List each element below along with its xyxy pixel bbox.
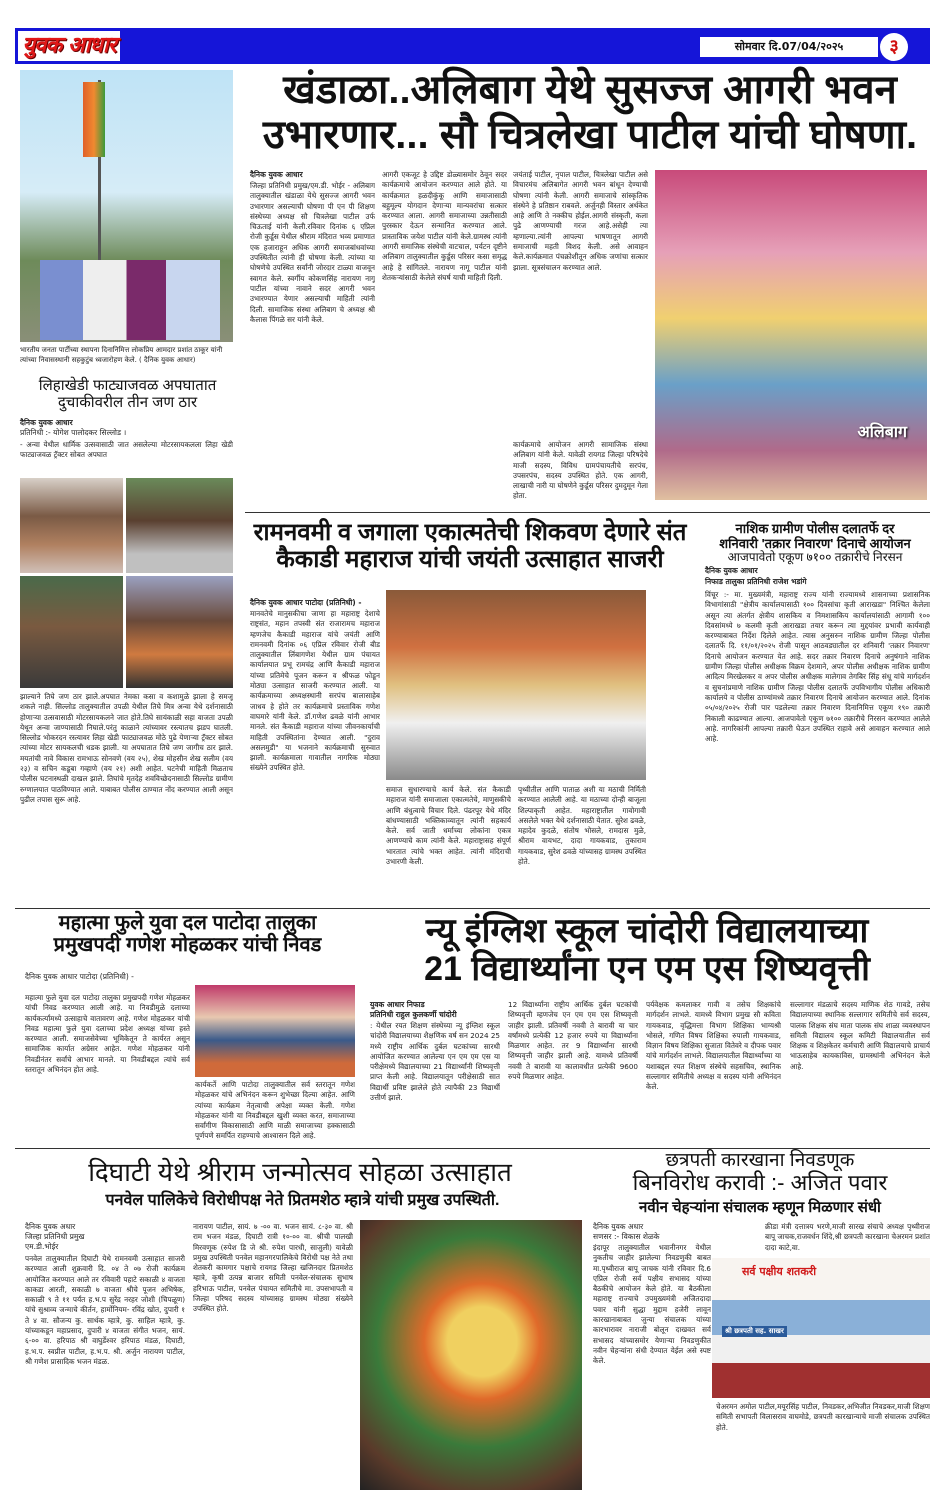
headline-line: छत्रपती कारखाना निवडणूक — [665, 1150, 855, 1171]
agri-event-photo — [655, 170, 927, 500]
article-body: महात्मा फुले युवा दल पाटोदा तालुका प्रमुखपदी गणेश मोहळकर यांची निवड करण्यात आली आहे. या निवडीमुळे दलाच्या कार्यकर्त्यांमध्ये उत्साहाचे वातावरण आहे. गणेश मोहळकर यांची निवड महात्मा फुले युवा दलाच्या प्रदेश अध्यक्ष यांच्या हस्ते करण्यात आली. समाजसेवेच्या भूमिकेतून ते कार्यरत असून सामाजिक कार्यात अग्रेसर आहेत. गणेश मोहळकर यांनी निवडीनंतर सर्वांचे आभार मानले. या निवडीबद्दल त्यांचे सर्व स्तरातून अभिनंदन होत आहे. — [25, 993, 190, 1075]
headline-line: महात्मा फुले युवा दल पाटोदा तालुका — [58, 912, 317, 934]
byline: दैनिक युवक आधार — [250, 170, 303, 179]
article-column: पनवेल तालुक्यातील दिघाटी येथे रामनवमी उत्साहात साजरी करण्यात आली शुक्रवारी दि. ०४ ते ०७ रोजी कार्यक्रम आयोजित करण्यात आले तर रविवारी पहाटे सकाळी ४ वाजता काकडा आरती, सकाळी ७ वाजता श्रीचे पूजन अभिषेक, सकाळी ९ ते ११ पर्यंत ह.भ.प सुरेंद्र नरहर जोशी (चिपळूण) यांचे सुश्राव्य जन्माचे कीर्तन, हार्मोनियम- रविंद्र खोत, दुपारी १ ते ४ वा. सौजन्य कु. सार्थक म्हात्रे, कु. साहिल म्हात्रे, कु. यांच्याकडून महाप्रसाद, दुपारी ४ वाजता संगीत भजन, सायं. ६-०० वा. हरिपाठ श्री वाघुर्डेश्वर हरिपाठ मंडळ, दिघाटी, ह.भ.प. स्वप्नील पाटील, ह.भ.प. श्री. अर्जुन नारायण पाटील, श्री गणेश प्रासादिक भजन मंडळ. — [25, 1254, 185, 1366]
shriram-idol-photo — [360, 1220, 582, 1490]
flag-hoisting-photo — [20, 70, 233, 342]
byline: एम.डी.भोईर — [25, 1242, 59, 1251]
headline-line: दुचाकीवरील तीन जण ठार — [57, 393, 198, 411]
headline-line: खंडाळा..अलिबाग येथे सुसज्ज आगरी भवन — [283, 68, 897, 112]
headline-line: कैकाडी महाराज यांची जयंती उत्साहात साजरी — [276, 545, 664, 573]
article-column: पर्यवेक्षक कमलाकर गावी व तसेच शिक्षकांचे मार्गदर्शन लाभले. यामध्ये विभाग प्रमुख सौ कविता गायकवाड, वृद्धिमत्ता विभाग शिक्षिका भाग्यश्री भोसले, गणित विषय शिक्षिका रुपाली गायकवाड, विज्ञान विषय शिक्षिका सुजाता वितेवरे व दीपक पवार यांचे मार्गदर्शन लाभले. विद्यालयातील विद्यार्थ्यांच्या या यशाबद्दल रयत शिक्षण संस्थेचे सहसचिव, स्थानिक सल्लागार समितीचे अध्यक्ष व सदस्य यांनी अभिनंदन केले. — [646, 1000, 781, 1092]
subheadline: आजपावेतो एकूण ७१०० तक्रारीचे निरसन — [727, 550, 903, 565]
byline: दैनिक युवक आधार — [20, 418, 73, 427]
nashik-headline — [700, 522, 930, 565]
felicitation-photo — [195, 985, 355, 1077]
byline: प्रतिनिधी राहुल कुलकर्णी चांदोरी — [370, 1010, 457, 1019]
dighati-headline: दिघाटी येथे श्रीराम जन्मोत्सव सोहळा उत्साहात — [88, 1157, 512, 1187]
byline: जिल्हा प्रतिनिधी प्रमुख — [25, 1232, 85, 1241]
school-headline — [362, 912, 932, 988]
headline-line: नाशिक ग्रामीण पोलीस दलातर्फे दर — [735, 521, 895, 536]
article-body: झाल्याने तिघे जण ठार झाले.अपघात नेमका कसा व कशामुळे झाला हे समजू शकले नाही. सिल्लोड तालुक्यातील उपळी येथील तिघे मित्र अन्वा येथे दर्शनासाठी होणाऱ्या उत्सवासाठी मोटरसायकलने जात होते.तिघे सायंकाळी सहा वाजता उपळी येथून अन्वा जाण्यासाठी निघाले.परंतु काळाने त्यांच्यावर रस्त्यातच झडप घातली. सिल्लोड भोकरदन रस्त्यावर लिहा खेडी फाट्याजवळ मोठे पुढे येणाऱ्या ट्रॅक्टर सोबत त्यांच्या मोटर सायकलची धडक झाली. या अपघातात तिघे जण जागीच ठार झाले. मयतांची नावे विकास रामभाऊ सोनवणे (वय २५), शेख मोहसीन शेख सलीम (वय २३) व सचिन कडूबा गव्हाणे (वय २१) अशी आहेत. घटनेची माहिती मिळताच पोलीस घटनास्थळी दाखल झाले. तिघांचे मृतदेह शवविच्छेदनासाठी सिल्लोड ग्रामीण रुग्णालयात पाठविण्यात आले. याबाबत पोलीस ठाण्यात नोंद करण्यात आली असून पुढील तपास सुरू आहे. — [20, 692, 233, 804]
headline-line: न्यू इंग्लिश स्कूल चांदोरी विद्यालयाच्या — [425, 912, 869, 950]
headline-line: 21 विद्यार्थ्यांना एन एम एस शिष्यवृत्ती — [424, 950, 870, 989]
chhatrapati-headline — [590, 1150, 930, 1196]
photo-overlay-text: अलिबाग — [857, 422, 907, 441]
byline: प्रतिनिधी :- योगेश पालोदकर सिल्लोड । — [20, 428, 127, 437]
byline: दैनिक युवक अधार — [593, 1222, 644, 1231]
banner-subtext: श्री छत्रपती सह. साखर — [722, 1326, 787, 1337]
headline-line: उभारणार... सौ चित्रलेखा पाटील यांची घोषणा. — [262, 112, 918, 157]
flag — [83, 82, 105, 157]
byline: दैनिक युवक आधार — [705, 566, 758, 575]
byline: सणसर :- विकास शेळके — [593, 1232, 660, 1241]
phule-headline — [20, 912, 355, 957]
people-group — [40, 260, 220, 340]
article-column: जिल्हा प्रतिनिधी प्रमुख/एम.डी. भोईर - अलिबाग तालुक्यातील खंडाळा येथे सुसज्ज आगरी भवन उभारणार असल्याची घोषणा पी एन पी शिक्षण संस्थेच्या अध्यक्ष सौ चित्रलेखा पाटील उर्फ चिऊताई यांनी केली.रविवार दिनांक ६ एप्रिल रोजी कुर्डूस येथील श्रीराम मंदिरात भव्य प्रमाणात एक हजाराहून अधिक आगरी समाजबांधवांच्या उपस्थितीत त्यांनी ही घोषणा केली. त्यांच्या या घोषणेचे उपस्थित सर्वांनी जोरदार टाळ्या वाजवून स्वागत केले. स्वर्गीय कोकणसिंह नारायण नागू पाटील यांच्या नावाने सदर आगरी भवन उभारण्यात येणार असल्याची माहिती त्यांनी दिली. सामाजिक संस्था अलिबाग चे अध्यक्ष श्री कैलास पिंगळे सर यांनी केले. — [250, 181, 375, 324]
headline-line: रामनवमी व जगाला एकात्मतेची शिकवण देणारे संत — [253, 519, 687, 546]
main-headline — [245, 68, 935, 158]
byline: युवक आधार निफाड — [370, 1000, 425, 1009]
article-column: क्रीडा मंत्री दत्तात्रय भरणे,माजी सारख संचाचे अध्यक्ष पृथ्वीराज बापू जाचक,राजवर्धन शिंदे,श्री छत्रपती कारखाना चेअरमन प्रशांत दादा काटे,वा. — [765, 1222, 930, 1252]
divider — [245, 512, 930, 513]
headline-line: लिहाखेडी फाट्याजवळ अपघातात — [38, 377, 217, 394]
article-column: आगरी एकजूट हे उद्दिष्ट डोळ्यासमोर ठेवून सदर कार्यक्रमाचे आयोजन करण्यात आले होते. या कार्यक्रमात हळदीकुंकू आणि समाजासाठी बहुमूल्य योगदान देणाऱ्या मान्यवरांचा सत्कार करण्यात आला. आगरी समाजाच्या उन्नतीसाठी पुरस्कार देऊन सन्मानित करण्यात आले. प्रास्ताविक जयेश पाटील यांनी केले.ग्रामस्थ त्यांनी आगरी समाजिक संस्थेची वाटचाल, पर्यटन दृष्टीने अलिबाग तालुक्यातील कुर्डूस परिसर कसा समृद्ध आहे हे सांगितले. नारायण नागू पाटील यांनी शेतकऱ्यांसाठी केलेले संघर्ष याची माहिती दिली. — [382, 170, 507, 282]
article-column: कार्यक्रमाचे आयोजन आगरी सामाजिक संस्था अलिबाग यांनी केले. यावेळी रायगड जिल्हा परिषदेचे माजी सदस्य, विविध ग्रामपंचायतीचे सरपंच, उपसरपंच, सदस्य उपस्थित होते. एक आगरी, लाखाची नारी या घोषणेने कुर्डूस परिसर दुमदुमून गेला होता. — [513, 440, 648, 501]
page-number: ३ — [880, 33, 908, 61]
victim-photo — [126, 576, 233, 688]
article-column: : येथील रयत शिक्षण संस्थेच्या न्यू इंग्लिश स्कूल चांदोरी विद्यालयाच्या शैक्षणिक वर्ष सन 2024 25 मध्ये राष्ट्रीय आर्थिक दुर्बल घटकांच्या सारथी आयोजित करण्यात आलेल्या एन एम एम एस या परीक्षेमध्ये विद्यालयाच्या 21 विद्यार्थ्यांनी शिष्यवृत्ती प्राप्त केली आहे. विद्यालयातून परीक्षेसाठी सात विद्यार्थी प्रविष्ट झालेले होते त्यापैकी 23 विद्यार्थी उत्तीर्ण झाले. — [370, 1021, 500, 1103]
divider — [15, 908, 930, 909]
article-column: चेअरमन अमोल पाटील,मयूरसिंह पाटील, निवडकर,अभिजीत निवडकर,माजी शिक्षण समिती सभापती विलासराव वाघमोडे, छत्रपती कारखान्याचे माजी संचालक उपस्थित होते. — [716, 1402, 930, 1432]
article-column: मानवतेचे मानुसकीचा जाणा हा महाराष्ट्र देशाचे राष्ट्रसंत, महान तपस्वी संत राजारामच महाराज म्हणजेच कैकाडी महाराज यांचे जयंती आणि रामनवमी दिनांक ०६ एप्रिल रविवार रोजी बीड तालुक्यातील लिंबागणेश येथील ग्राम पंचायत कार्यालयात प्रभू रामचंद्र आणि कैकाडी महाराज यांच्या प्रतिमेचे पूजन करून व श्रीफळ फोडून मोठ्या उत्साहात साजरी करण्यात आली. या कार्यक्रमाच्या अध्यक्षस्थानी सरपंच बालासाहेब जाधव हे होते तर कार्यक्रमाचे प्रस्ताविक गणेश वाघमारे यांनी केले. डॉ.गणेश ढवळे यांनी आभार मानले. संत कैकाडी महाराज यांच्या जीवनकार्याची माहिती उपस्थितांना देण्यात आली. "दुराव असलमुडी" या भजनाने कार्यक्रमाची सुरुवात झाली. कार्यक्रमाला गावातील नागरिक मोठ्या संख्येने उपस्थित होते. — [250, 609, 380, 773]
jayanti-event-photo — [386, 590, 646, 780]
banner-text: सर्व पक्षीय शतकरी — [742, 1265, 817, 1278]
dighati-subhead: पनवेल पालिकेचे विरोधीपक्ष नेते प्रितमशेठ म्हात्रे यांची प्रमुख उपस्थिती. — [105, 1192, 500, 1209]
article-lead: - अन्वा येथील धार्मिक उत्सवासाठी जात असलेल्या मोटरसायकलला लिहा खेडी फाट्याजवळ ट्रॅक्टर सोबत अपघात — [20, 440, 233, 460]
article-column: जयंताई पाटील, नृपाल पाटील, चित्रलेखा पाटील असे विचारमंच अलिबागेत आगरी भवन बांधून देण्याची घोषणा त्यांनी केली. आगरी समाजाचे सांस्कृतिक संस्थेने हे प्रतिष्ठान राबवले. अर्जुनही विस्तार अर्थकेत आहे आणि ते नक्कीच होईल.आगरी संस्कृती, कला पुढे आणण्याची गरज आहे.असेही त्या म्हणाल्या.त्यांनी आपल्या भाषणातून आगरी समाजाची महती विशद केली. असे आवाहन केले.कार्यक्रमात पंचक्रोशीतून अधिक जणांचा सत्कार झाला. सूत्रसंचालन करण्यात आले. — [513, 170, 648, 272]
headline-line: प्रमुखपदी गणेश मोहळकर यांची निवड — [53, 934, 322, 957]
victim-photo — [126, 478, 233, 573]
divider — [15, 1148, 930, 1149]
article-column: इंदापूर तालुक्यातील भवानीनगर येथील नुकतीच जाहीर झालेल्या निवडणुकी बाबत मा.पृथ्वीराज बापू जाचक यांनी रविवार दि.6 एप्रिल रोजी सर्व पक्षीय सभासद यांच्या बैठकीचे आयोजन केले होते. या बैठकीला महाराष्ट्र राज्याचे उपमुख्यमंत्री अजितदादा पवार यांनी सुद्धा मुद्दाम हजेरी लावून कारखानाबाबत जुन्या संचालक यांच्या कारभारावर नाराजी बोलून दाखवत सर्व सभासद यांच्यासमोर येणाऱ्या निवडणुकीत नवीन चेहऱ्यांना संधी देण्यात येईल असे स्पष्ट केले. — [593, 1243, 711, 1366]
issue-date: सोमवार दि.07/04/२०२५ — [700, 37, 878, 57]
headline-line: शनिवारी 'तक्रार निवारण' दिनाचे आयोजन — [719, 535, 911, 551]
article-column: समाज सुधारण्याचे कार्य केले. संत कैकाडी महाराज यांनी समाजाला एकात्मतेचे, माणुसकीचे आणि बंधुत्वाचे विचार दिले. पंढरपूर येथे मंदिर बांधण्यासाठी भक्तिकाव्यातून त्यांनी सहकार्य केले. सर्व जाती धर्माच्या लोकांना एकत्र आणण्याचे काम त्यांनी केले. महाराष्ट्रासह संपूर्ण भारतात त्यांचे भक्त आहेत. त्यांनी मंदिराची उभारणी केली. — [386, 785, 511, 867]
article-body: कार्यकर्ते आणि पाटोदा तालुक्यातील सर्व स्तरातून गणेश मोहळकर यांचे अभिनंदन करून शुभेच्छा दिल्या आहेत. आणि त्यांच्या कार्यक्रम नेतृत्वाची अपेक्षा व्यक्त केली. गणेश मोहळकर यांनी या निवडीबद्दल खुशी व्यक्त करत, समाजाच्या सर्वांगीण विकासासाठी आणि माळी समाजाच्या हक्कासाठी पूर्णपणे समर्पित राहण्याचे आश्वासन दिले आहे. — [195, 1080, 355, 1141]
accident-headline — [20, 378, 235, 412]
byline: दैनिक युवक अधार — [25, 1222, 76, 1231]
victim-photo — [20, 576, 123, 688]
newspaper-logo: युवक आधार — [18, 31, 120, 61]
article-column: नारायण पाटील, सायं. ७ -०० वा. भजन सायं. ८-३० वा. श्री राम भजन मंडळ, दिघाटी रात्री १०-०० वा. श्रीची पालखी मिरवणूक (रुपेश डि जे श्री. रुपेश पारधी, साजुली) यावेळी प्रमुख उपस्थिती पनवेल महानगरपालिकेचे विरोधी पक्ष नेते तथा शेतकरी कामगार पक्षाचे रायगड जिल्हा खजिनदार प्रितमशेठ म्हात्रे, कृषी उत्पन्न बाजार समिती पनवेल-संचालक सुभाष हरिभाऊ पाटील, पनवेल पंचायत समितीचे मा. उपसभापती व जिल्हा परिषद सदस्य यांच्यासह ग्रामस्थ मोठ्या संख्येने उपस्थित होते. — [193, 1222, 353, 1314]
headline-line: बिनविरोध करावी :- अजित पवार — [632, 1170, 888, 1196]
byline: दैनिक युवक आधार पाटोदा (प्रतिनिधी) - — [25, 972, 134, 981]
ajit-pawar-rally-photo — [712, 1258, 930, 1398]
chhatrapati-subhead: नवीन चेहऱ्यांना संचालक म्हणून मिळणार संधी — [639, 1199, 881, 1216]
byline: दैनिक युवक आधार पाटोदा (प्रतिनिधी) - — [250, 598, 362, 607]
photo-caption: भारतीय जनता पार्टीच्या स्थापना दिनानिमित्त लोकप्रिय आमदार प्रशांत ठाकूर यांनी त्यांच्या निवासस्थानी सहकुटुंब ध्वजारोहण केले. ( दैनिक युवक आधार) — [20, 346, 223, 364]
victim-photo — [20, 478, 123, 573]
article-column: सल्लागार मंडळाचे सदस्य माणिक शेठ गावडे, तसेच विद्यालयाच्या स्थानिक सल्लागार समितीचे सर्व सदस्य, पालक शिक्षक संघ माता पालक संघ शाळा व्यवस्थापन समिती विद्यालय स्कूल कमिटी विद्यालयातील सर्व शिक्षक व शिक्षकेतर कर्मचारी आणि विद्यालयाचे प्राचार्य भाऊसाहेब कायकाविस, ग्रामस्थांनी अभिनंदन केले आहे. — [790, 1000, 930, 1071]
article-column: पृथ्वीतील आणि पाताळ अशी या मठाची निर्मिती करण्यात आलेली आहे. या मठाच्या दोन्ही बाजूला शिल्पाकृती आहेत. महाराष्ट्रातील गावोगावी असलेले भक्त येथे दर्शनासाठी येतात. सुरेश ढवळे, महादेव कुदळे, संतोष भोसले, रामदास मुळे, श्रीराम वायभट, दादा गायकवाड, तुकाराम गायकवाड, सुरेश ढवळे यांच्यासह ग्रामस्थ उपस्थित होते. — [518, 785, 646, 867]
byline: निफाड तालुका प्रतिनिधी राजेश भडांगे — [705, 577, 807, 586]
article-body: विंचूर :- मा. मुख्यमंत्री, महाराष्ट्र राज्य यांनी राज्यामध्ये शासनाच्या प्रशासनिक विभागांसाठी "क्षेत्रीय कार्यालयासाठी १०० दिवसांचा कृती आराखडा" निश्चित केलेला असून त्या अंतर्गत क्षेत्रीय शासकिय व निमशासकिय कार्यालयांसाठी आगामी १०० दिवसांमध्ये ७ कलमी कृती आराखडा तयार करून त्या मुद्दयांवर प्रभावी कार्यवाही करण्याबाबत निर्देश दिलेले आहेत. त्यास अनुसरुन नाशिक ग्रामीण जिल्हा पोलीस दलातर्फे दि. ११/०१/२०२५ रोजी पासून आठवड्यातील दर शनिवारी 'तक्रार निवारण' दिनाचे आयोजन करण्यात येत आहे. सदर तक्रार निवारण दिनाचे अनुषंगाने नाशिक ग्रामीण जिल्हा पोलीस अधीक्षक विक्रम देशमाने, अपर पोलीस अधीक्षक नाशिक ग्रामीण आदित्य मिरखेलकर व अपर पोलीस अधीक्षक मालेगाव तेगबिर सिंह संधू यांचे मार्गदर्शन व सुचनांप्रमाणे नाशिक ग्रामीण जिल्हा पोलीस दलातर्फे उपविभागीय पोलीस अधिकारी कार्यालये व पोलीस ठाण्यांमध्ये तक्रार निवारण दिनाचे आयोजन करण्यात आले. दिनांक ०५/०४/२०२५ रोजी पार पडलेल्या तक्रार निवारण दिनानिमित्त एकूण १९० तक्रारी निकाली काढण्यात आल्या. आजपावेतो एकूण ७१०० तक्रारीचे निरसन करण्यात आलेले आहे. नागरिकांनी आपल्या तक्रारी घेऊन उपस्थित राहावे असे आवाहन करण्यात आले आहे. — [705, 590, 930, 744]
article-column: 12 विद्यार्थ्यांना राष्ट्रीय आर्थिक दुर्बल घटकांची शिष्यवृत्ती म्हणजेच एन एम एम एस शिष्यवृत्ती जाहीर झाली. प्रतिवर्षी नववी ते बारावी या चार वर्षांमध्ये प्रत्येकी 12 हजार रुपये या विद्यार्थ्यांना मिळणार आहेत. तर 9 विद्यार्थ्यांना सारथी शिष्यवृत्ती जाहीर झाली आहे. यामध्ये प्रतिवर्षी नववी ते बारावी या कालावधीत प्रत्येकी 9600 रुपये मिळणार आहेत. — [508, 1000, 638, 1082]
kaikadi-headline — [245, 520, 695, 574]
